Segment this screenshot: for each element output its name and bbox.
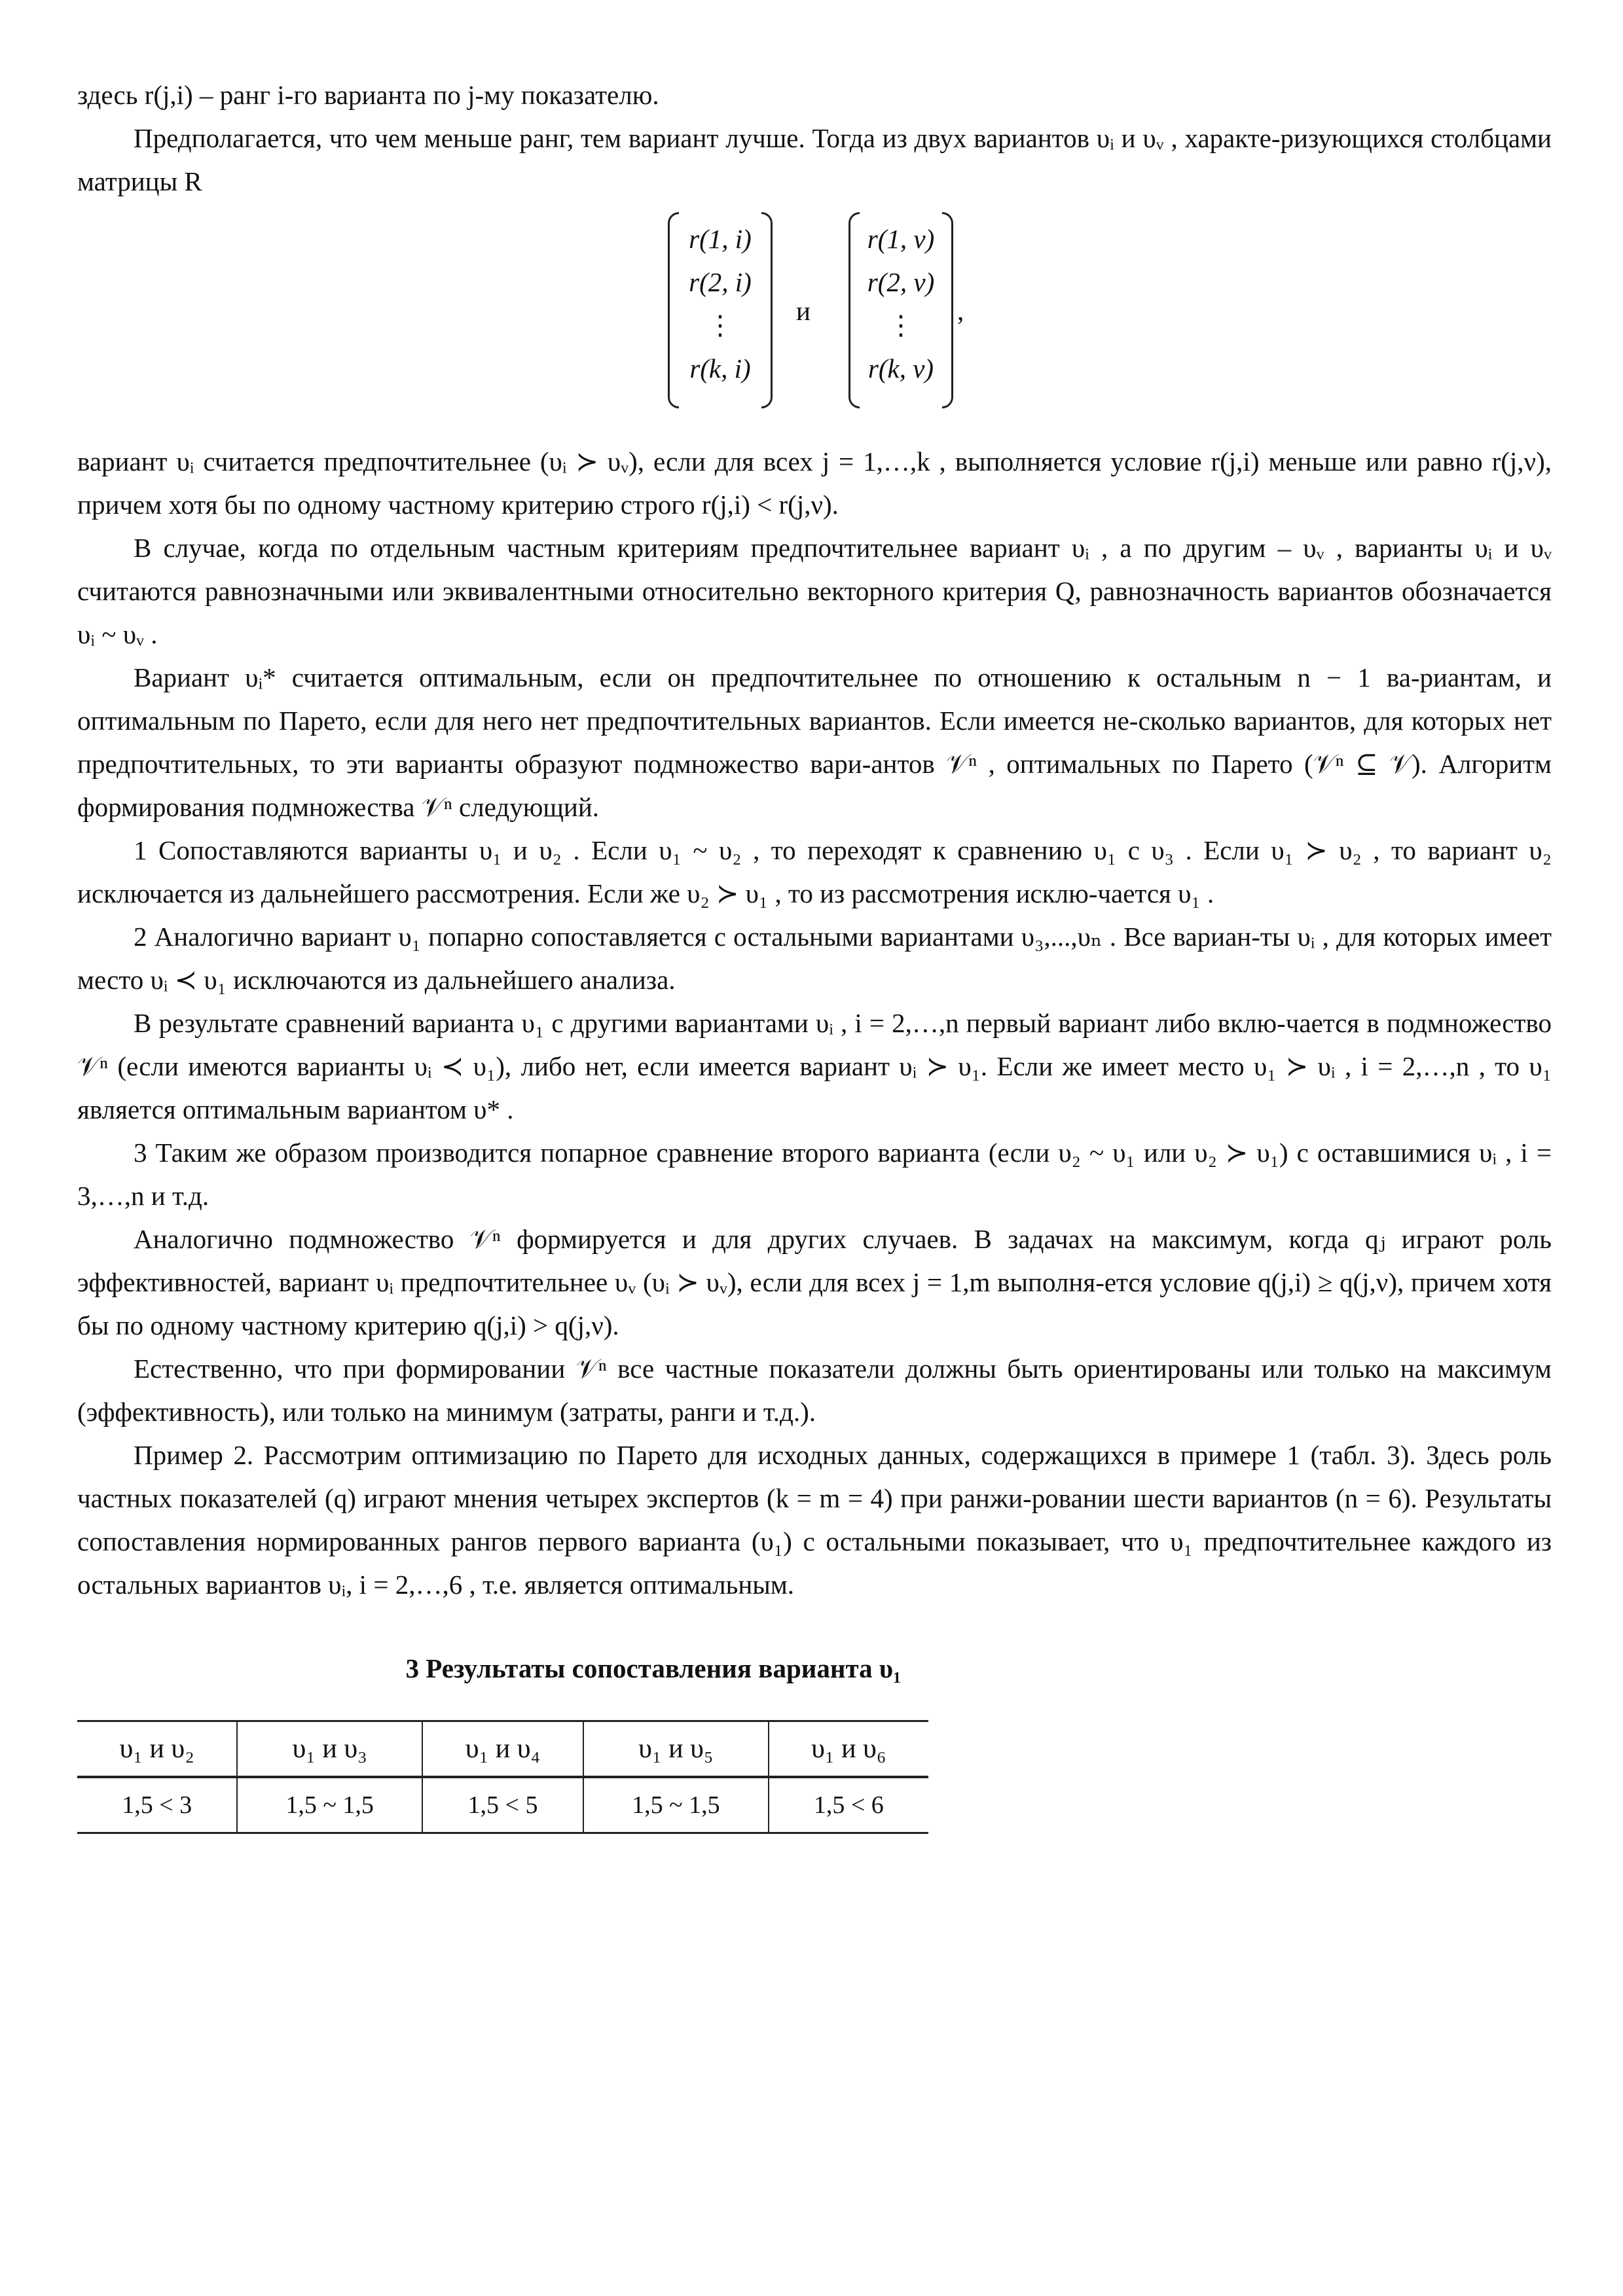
matrix-dots: ⋮ <box>887 310 915 340</box>
matrix-column-nu <box>848 212 953 408</box>
paragraph-rank-definition: здесь r(j,i) – ранг i-го варианта по j-му показателю. <box>77 80 659 110</box>
table-header-cell: υ₁ и υ₂ <box>77 1721 237 1778</box>
matrix-entry: r(k, i) <box>689 353 751 384</box>
table-header-row <box>77 1721 928 1778</box>
table-cell: 1,5 < 6 <box>769 1777 928 1833</box>
paragraph-example-2: Пример 2. Рассмотрим оптимизацию по Парето для исходных данных, содержащихся в примере 1 (табл. 3). Здесь роль частных показателей (q) играют мнения четырех экспертов (k = m = 4) при ранжи-ровании шести вариантов (n = 6). Результаты сопоставления нормированных рангов первого варианта (υ₁) с остальными показывает, что υ₁ предпочтительнее каждого из остальных вариантов υᵢ, i = 2,…,6 , т.е. является оптимальным. <box>77 1440 1552 1600</box>
table-cell: 1,5 < 5 <box>422 1777 583 1833</box>
paragraph-comparison-result: В результате сравнений варианта υ₁ с другими вариантами υᵢ , i = 2,…,n первый вариант либо вклю-чается в подмножество 𝒱ⁿ (если имеются варианты υᵢ ≺ υ₁), либо нет, если имеется вариант υᵢ ≻ υ₁. Если же имеет место υ₁ ≻ υᵢ , i = 2,…,n , то υ₁ является оптимальным вариантом υ* . <box>77 1008 1552 1124</box>
table-header-cell: υ₁ и υ₆ <box>769 1721 928 1778</box>
paragraph-pareto-optimal: Вариант υᵢ* считается оптимальным, если он предпочтительнее по отношению к остальным n − 1 ва-риантам, и оптимальным по Парето, если для него нет предпочтительных вариантов. Если имеется не-сколько вариантов, для которых нет предпочтительных, то эти варианты образуют подмножество вари-антов 𝒱ⁿ , оптимальных по Парето (𝒱ⁿ ⊆ 𝒱). Алгоритм формирования подмножества 𝒱ⁿ следующий. <box>77 662 1552 822</box>
paragraph-step-3: 3 Таким же образом производится попарное сравнение второго варианта (если υ₂ ~ υ₁ или υ₂ ≻ υ₁) с оставшимися υᵢ , i = 3,…,n и т.д. <box>77 1138 1552 1211</box>
paragraph-orientation-note: Естественно, что при формировании 𝒱ⁿ все частные показатели должны быть ориентированы или только на максимум (эффективность), или только на минимум (затраты, ранги и т.д.). <box>77 1354 1552 1427</box>
paragraph-rank-assumption: Предполагается, что чем меньше ранг, тем вариант лучше. Тогда из двух вариантов υᵢ и υᵥ , характе-ризующихся столбцами матрицы R <box>77 123 1552 196</box>
paragraph-step-1: 1 Сопоставляются варианты υ₁ и υ₂ . Если υ₁ ~ υ₂ , то переходят к сравнению υ₁ с υ₃ . Если υ₁ ≻ υ₂ , то вариант υ₂ исключается из дальнейшего рассмотрения. Если же υ₂ ≻ υ₁ , то из рассмотрения исклю-чается υ₁ . <box>77 835 1552 908</box>
comparison-table <box>77 1720 928 1834</box>
table-row <box>77 1777 928 1833</box>
matrix-entry: r(1, i) <box>689 224 752 254</box>
matrix-dots: ⋮ <box>706 310 734 340</box>
table-header-cell: υ₁ и υ₄ <box>422 1721 583 1778</box>
matrix-trailing-comma: , <box>957 296 964 326</box>
rank-columns-formula <box>77 212 1552 428</box>
paragraph-maximum-case: Аналогично подмножество 𝒱ⁿ формируется и для других случаев. В задачах на максимум, когда qⱼ играют роль эффективностей, вариант υᵢ предпочтительнее υᵥ (υᵢ ≻ υᵥ), если для всех j = 1,m выполня-ется условие q(j,i) ≥ q(j,ν), причем хотя бы по одному частному критерию q(j,i) > q(j,ν). <box>77 1224 1552 1340</box>
table-header-cell: υ₁ и υ₃ <box>237 1721 422 1778</box>
table-cell: 1,5 ~ 1,5 <box>237 1777 422 1833</box>
matrix-entry: r(2, i) <box>689 267 752 297</box>
paragraph-step-2: 2 Аналогично вариант υ₁ попарно сопоставляется с остальными вариантами υ₃,...,υₙ . Все вариан-ты υᵢ , для которых имеет место υᵢ ≺ υ₁ исключаются из дальнейшего анализа. <box>77 922 1552 995</box>
matrix-entry: r(k, ν) <box>867 353 934 384</box>
table-cell: 1,5 < 3 <box>77 1777 237 1833</box>
matrix-entry: r(1, ν) <box>867 224 935 254</box>
paragraph-preference-condition: вариант υᵢ считается предпочтительнее (υᵢ ≻ υᵥ), если для всех j = 1,…,k , выполняется условие r(j,i) меньше или равно r(j,ν), причем хотя бы по одному частному критерию строго r(j,i) < r(j,ν). <box>77 446 1552 520</box>
table-title: 3 Результаты сопоставления варианта υ₁ <box>405 1653 902 1683</box>
matrix-entry: r(2, ν) <box>867 267 935 297</box>
document-page <box>77 73 1552 1834</box>
matrix-column-i <box>668 212 773 408</box>
paragraph-equivalence: В случае, когда по отдельным частным критериям предпочтительнее вариант υᵢ , а по другим – υᵥ , варианты υᵢ и υᵥ считаются равнозначными или эквивалентными относительно векторного критерия Q, равнозначность вариантов обозначается υᵢ ~ υᵥ . <box>77 533 1552 649</box>
table-cell: 1,5 ~ 1,5 <box>583 1777 769 1833</box>
table-header-cell: υ₁ и υ₅ <box>583 1721 769 1778</box>
matrix-conjunction: и <box>796 296 811 326</box>
